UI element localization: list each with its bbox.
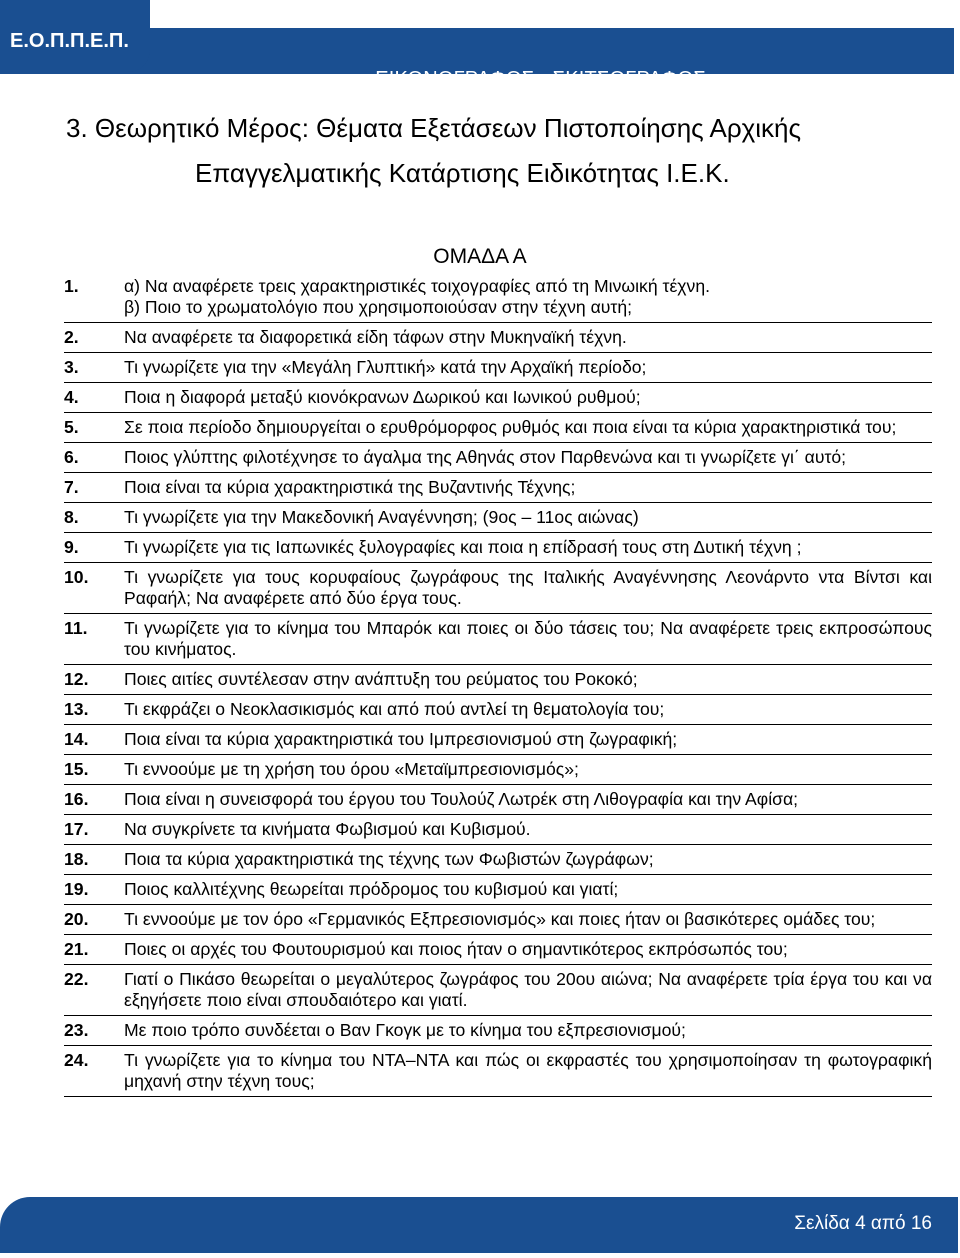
question-text <box>124 849 932 870</box>
question-item <box>64 909 932 930</box>
question-separator <box>64 613 932 614</box>
footer-bar <box>0 1197 958 1253</box>
question-item <box>64 618 932 660</box>
question-text <box>124 969 932 1011</box>
question-text-line: Ποια τα κύρια χαρακτηριστικά της τέχνης των Φωβιστών ζωγράφων; <box>124 849 654 869</box>
question-number: 1. <box>64 276 79 296</box>
question-text <box>124 537 932 558</box>
question-text-line: Σε ποια περίοδο δημιουργείται ο ερυθρόμορφος ρυθμός και ποια είναι τα κύρια χαρακτηριστικά του; <box>124 417 897 437</box>
question-text-line: Τι γνωρίζετε για τους κορυφαίους ζωγράφους της Ιταλικής Αναγέννησης Λεονάρντο ντα Βίντσι και Ραφαήλ; Να αναφέρετε από δύο έργα τους. <box>124 567 932 608</box>
question-text <box>124 759 932 780</box>
question-text-line: Ποιες οι αρχές του Φουτουρισμού και ποιος ήταν ο σημαντικότερος εκπρόσωπός του; <box>124 939 788 959</box>
question-item <box>64 969 932 1011</box>
question-separator <box>64 322 932 323</box>
question-text-line: Τι γνωρίζετε για το κίνημα του ΝΤΑ–ΝΤΑ και πώς οι εκφραστές του χρησιμοποίησαν τη φωτογραφική μηχανή στην τέχνη τους; <box>124 1050 932 1091</box>
question-text <box>124 357 932 378</box>
question-text <box>124 699 932 720</box>
question-separator <box>64 874 932 875</box>
section-title-line1: 3. Θεωρητικό Μέρος: Θέματα Εξετάσεων Πιστοποίησης Αρχικής <box>66 113 802 143</box>
question-separator <box>64 754 932 755</box>
question-separator <box>64 1096 932 1097</box>
question-separator <box>64 1015 932 1016</box>
question-item <box>64 567 932 609</box>
question-item <box>64 849 932 870</box>
question-number: 5. <box>64 417 79 437</box>
question-separator <box>64 934 932 935</box>
question-text <box>124 327 932 348</box>
question-text <box>124 507 932 528</box>
question-number: 6. <box>64 447 79 467</box>
question-number: 23. <box>64 1020 89 1040</box>
question-number: 3. <box>64 357 79 377</box>
question-text <box>124 567 932 609</box>
question-text-line: Ποια είναι τα κύρια χαρακτηριστικά της Βυζαντινής Τέχνης; <box>124 477 576 497</box>
question-number: 20. <box>64 909 89 929</box>
question-item <box>64 357 932 378</box>
question-number: 2. <box>64 327 79 347</box>
question-text <box>124 1050 932 1092</box>
question-separator <box>64 532 932 533</box>
question-text-line: Τι γνωρίζετε για την Μακεδονική Αναγέννηση; (9ος – 11ος αιώνας) <box>124 507 639 527</box>
question-item <box>64 1020 932 1041</box>
question-number: 18. <box>64 849 89 869</box>
question-text-line: Τι γνωρίζετε για το κίνημα του Μπαρόκ και ποιες οι δύο τάσεις του; Να αναφέρετε τρεις εκπροσώπους του κινήματος. <box>124 618 932 659</box>
question-text <box>124 1020 932 1041</box>
question-text-line: Τι γνωρίζετε για τις Ιαπωνικές ξυλογραφίες και ποια η επίδρασή τους στη Δυτική τέχνη ; <box>124 537 802 557</box>
question-list <box>64 276 932 1101</box>
question-number: 8. <box>64 507 79 527</box>
section-title-line2: Επαγγελματικής Κατάρτισης Ειδικότητας Ι.Ε.Κ. <box>195 158 730 188</box>
question-item <box>64 537 932 558</box>
question-item <box>64 699 932 720</box>
question-text-line: Ποιος γλύπτης φιλοτέχνησε το άγαλμα της Αθηνάς στον Παρθενώνα και τι γνωρίζετε γι΄ αυτό; <box>124 447 847 467</box>
question-text <box>124 729 932 750</box>
question-number: 10. <box>64 567 89 587</box>
question-separator <box>64 382 932 383</box>
question-separator <box>64 694 932 695</box>
question-separator <box>64 964 932 965</box>
question-item <box>64 327 932 348</box>
question-text-line: Ποια είναι τα κύρια χαρακτηριστικά του Ιμπρεσιονισμού στη ζωγραφική; <box>124 729 678 749</box>
question-item <box>64 276 932 318</box>
question-text <box>124 618 932 660</box>
question-text <box>124 669 932 690</box>
question-text-line: Ποια είναι η συνεισφορά του έργου του Τουλούζ Λωτρέκ στη Λιθογραφία και την Αφίσα; <box>124 789 799 809</box>
question-item <box>64 669 932 690</box>
question-separator <box>64 472 932 473</box>
question-text <box>124 447 932 468</box>
question-text-line: Ποιες αιτίες συντέλεσαν στην ανάπτυξη του ρεύματος του Ροκοκό; <box>124 669 638 689</box>
question-item <box>64 477 932 498</box>
question-text-line: α) Να αναφέρετε τρεις χαρακτηριστικές τοιχογραφίες από τη Μινωική τέχνη. <box>124 276 710 296</box>
question-separator <box>64 352 932 353</box>
question-text-line: Ποια η διαφορά μεταξύ κιονόκρανων Δωρικού και Ιωνικού ρυθμού; <box>124 387 641 407</box>
question-item <box>64 387 932 408</box>
question-separator <box>64 784 932 785</box>
question-number: 24. <box>64 1050 89 1070</box>
question-text-line: Με ποιο τρόπο συνδέεται ο Βαν Γκογκ με το κίνημα του εξπρεσιονισμού; <box>124 1020 686 1040</box>
question-item <box>64 729 932 750</box>
question-text <box>124 879 932 900</box>
question-separator <box>64 442 932 443</box>
question-item <box>64 819 932 840</box>
question-separator <box>64 412 932 413</box>
question-separator <box>64 502 932 503</box>
question-text-subline: β) Ποιο το χρωματολόγιο που χρησιμοποιούσαν στην τέχνη αυτή; <box>124 297 632 317</box>
question-number: 12. <box>64 669 89 689</box>
question-text <box>124 939 932 960</box>
question-separator <box>64 844 932 845</box>
question-item <box>64 507 932 528</box>
question-item <box>64 759 932 780</box>
question-number: 14. <box>64 729 89 749</box>
question-separator <box>64 814 932 815</box>
question-item <box>64 879 932 900</box>
question-number: 9. <box>64 537 79 557</box>
organization-tab <box>0 0 150 72</box>
question-number: 13. <box>64 699 89 719</box>
question-number: 16. <box>64 789 89 809</box>
group-title: ΟΜΑΔΑ Α <box>433 245 527 268</box>
question-number: 11. <box>64 618 88 638</box>
question-text-line: Τι εννοούμε με τη χρήση του όρου «Μεταϊμπρεσιονισμός»; <box>124 759 579 779</box>
question-text-line: Να συγκρίνετε τα κινήματα Φωβισμού και Κυβισμού. <box>124 819 531 839</box>
question-separator <box>64 1045 932 1046</box>
question-number: 19. <box>64 879 89 899</box>
question-separator <box>64 724 932 725</box>
question-text <box>124 417 932 438</box>
organization-label: Ε.Ο.Π.Π.Ε.Π. <box>10 30 129 52</box>
question-text <box>124 477 932 498</box>
question-text-line: Ποιος καλλιτέχνης θεωρείται πρόδρομος του κυβισμού και γιατί; <box>124 879 619 899</box>
question-item <box>64 447 932 468</box>
question-number: 21. <box>64 939 89 959</box>
question-separator <box>64 562 932 563</box>
question-text-line: Να αναφέρετε τα διαφορετικά είδη τάφων στην Μυκηναϊκή τέχνη. <box>124 327 627 347</box>
question-item <box>64 1050 932 1092</box>
question-text-line: Τι γνωρίζετε για την «Μεγάλη Γλυπτική» κατά την Αρχαϊκή περίοδο; <box>124 357 647 377</box>
header-title: ΕΙΚΟΝΟΓΡΑΦΟΣ - ΣΚΙΤΣΟΓΡΑΦΟΣ <box>375 68 706 90</box>
question-text <box>124 387 932 408</box>
question-text <box>124 789 932 810</box>
question-text <box>124 276 932 318</box>
question-number: 15. <box>64 759 89 779</box>
question-text <box>124 909 932 930</box>
question-text-line: Τι εκφράζει ο Νεοκλασικισμός και από πού αντλεί τη θεματολογία του; <box>124 699 665 719</box>
question-number: 17. <box>64 819 89 839</box>
question-item <box>64 789 932 810</box>
question-number: 4. <box>64 387 79 407</box>
question-separator <box>64 904 932 905</box>
question-separator <box>64 664 932 665</box>
question-number: 7. <box>64 477 79 497</box>
question-text-line: Γιατί ο Πικάσο θεωρείται ο μεγαλύτερος ζωγράφος του 20ου αιώνα; Να αναφέρετε τρία έργα του και να εξηγήσετε ποιο είναι σπουδαιότερο και γιατί. <box>124 969 932 1010</box>
question-text <box>124 819 932 840</box>
question-text-line: Τι εννοούμε με τον όρο «Γερμανικός Εξπρεσιονισμός» και ποιες ήταν οι βασικότερες ομάδες του; <box>124 909 876 929</box>
question-number: 22. <box>64 969 89 989</box>
question-item <box>64 939 932 960</box>
page-number: Σελίδα 4 από 16 <box>794 1213 932 1234</box>
question-item <box>64 417 932 438</box>
